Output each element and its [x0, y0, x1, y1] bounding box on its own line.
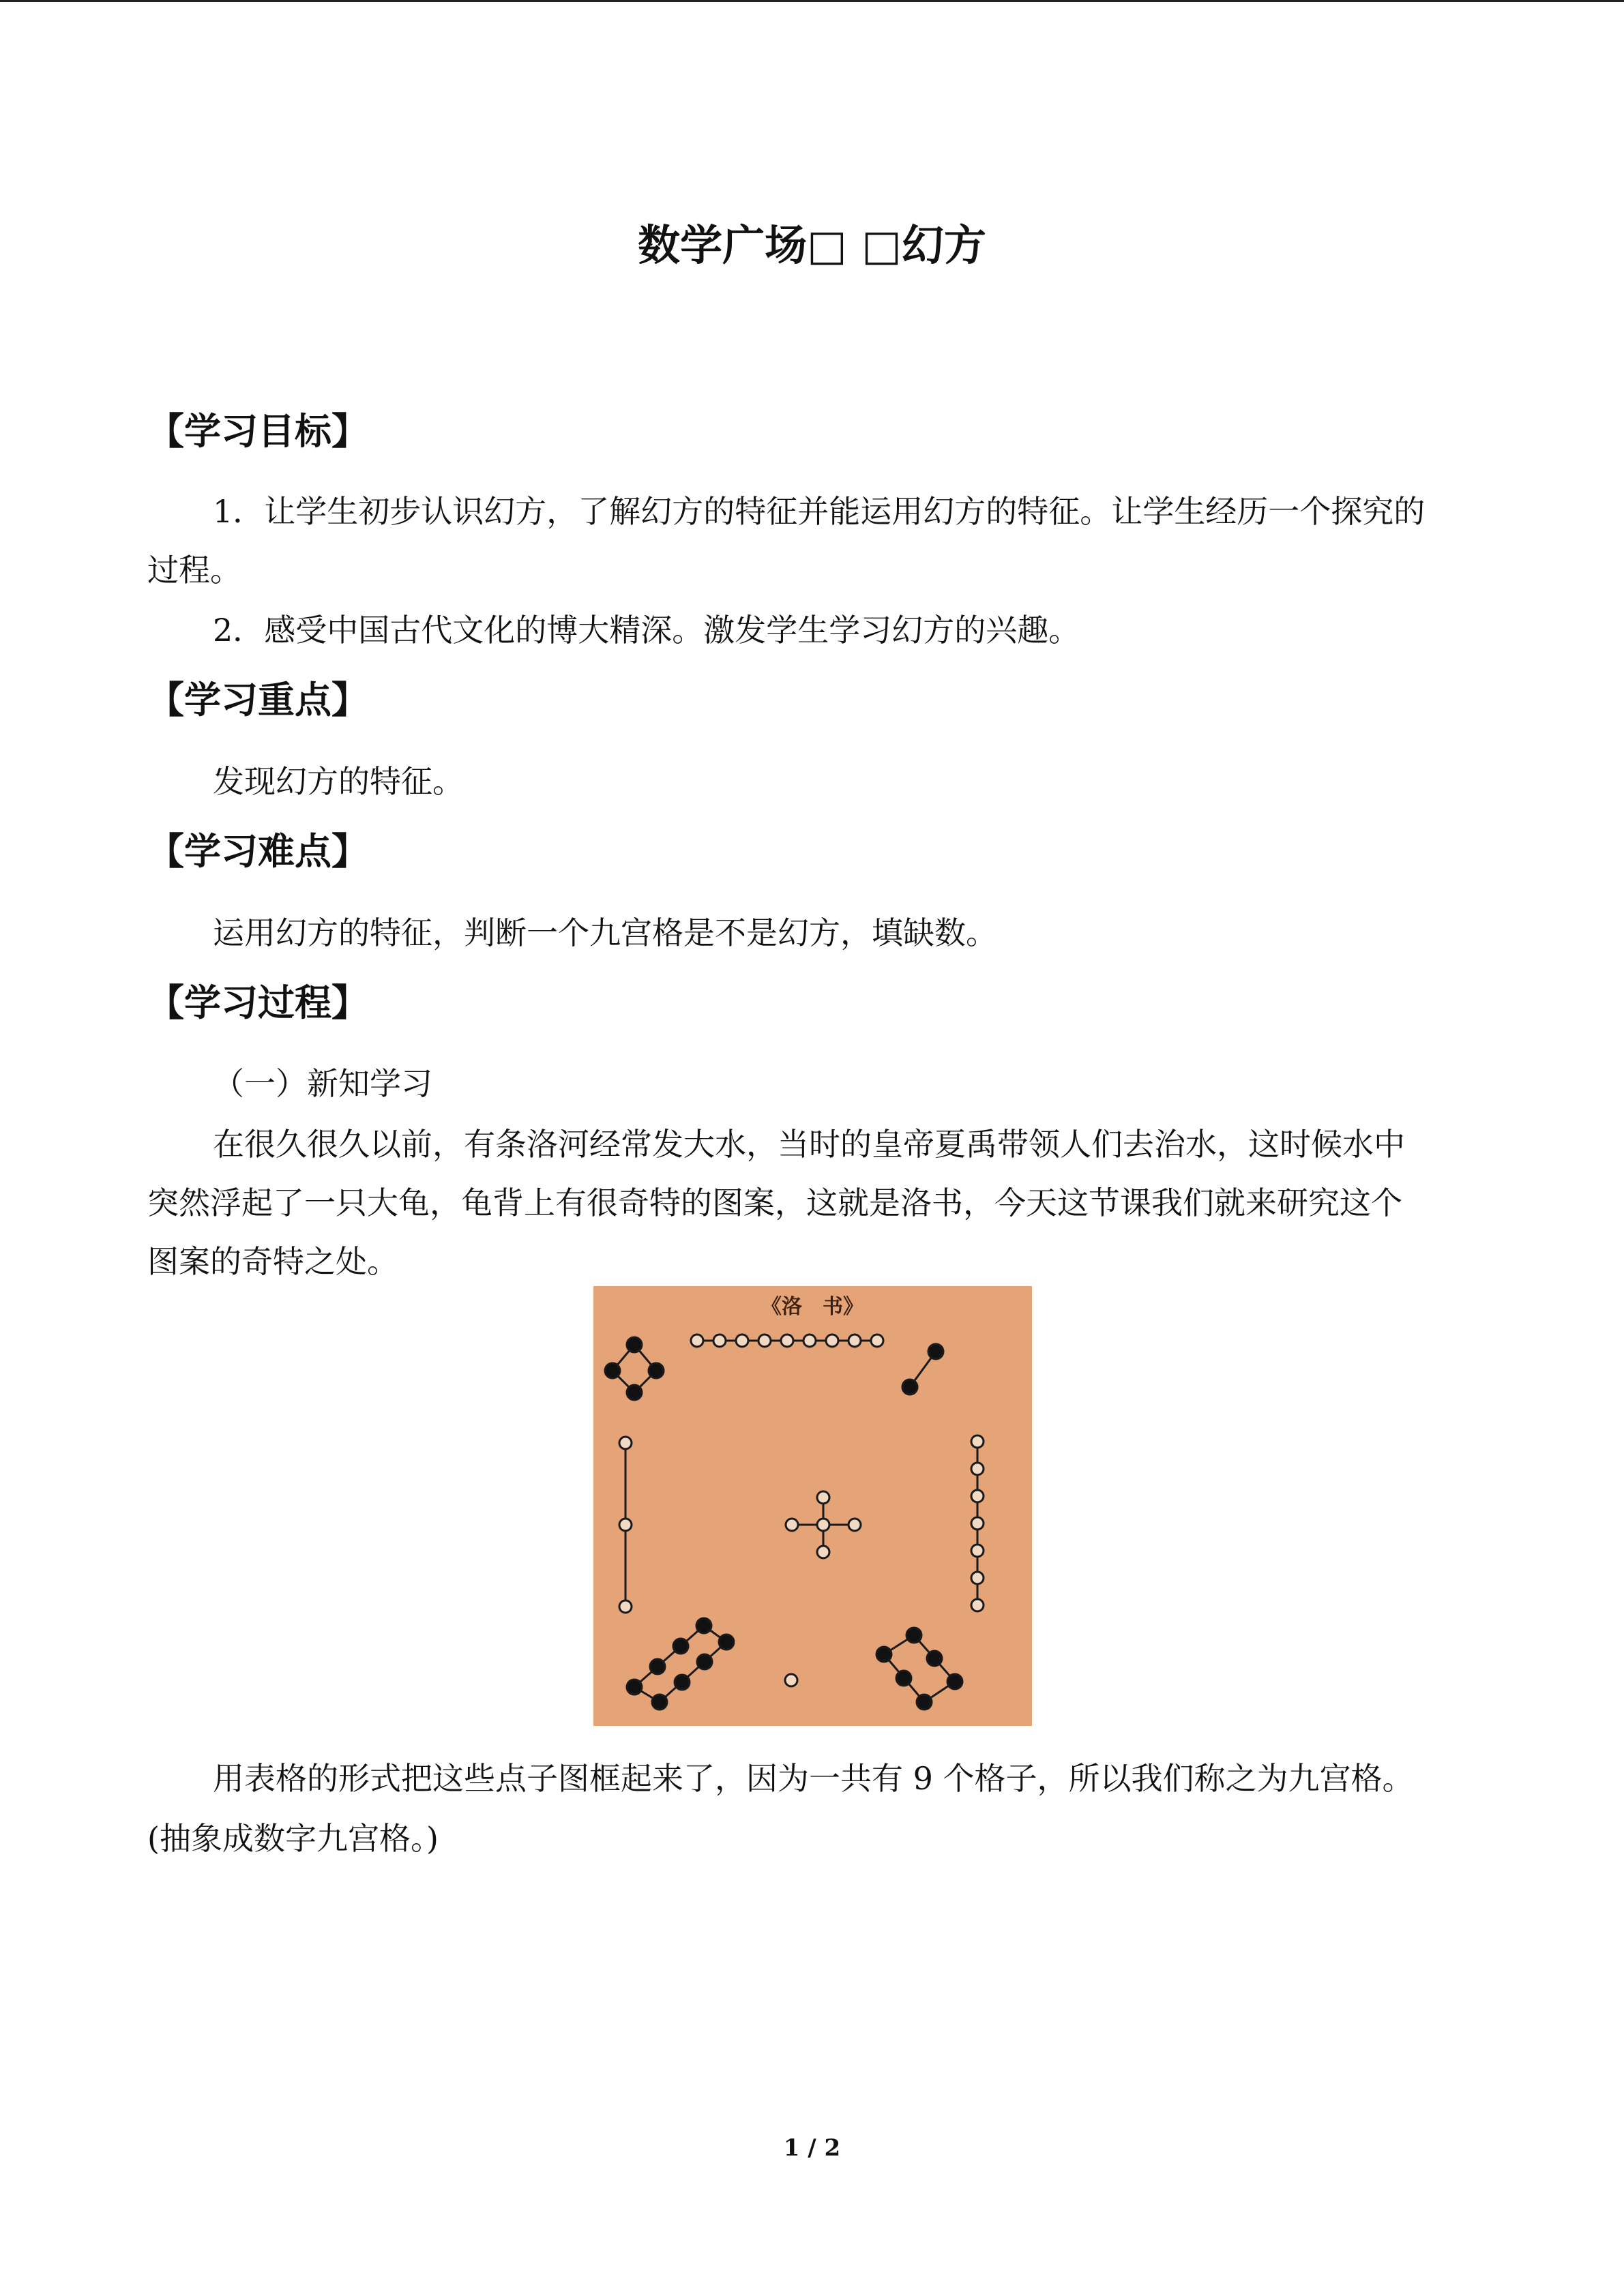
group-eight-dot-8: [719, 1635, 734, 1650]
group-two-dot-1: [928, 1344, 943, 1359]
group-six-dot-1: [876, 1647, 891, 1662]
group-three-dot-2: [619, 1519, 632, 1531]
group-eight-dot-6: [675, 1675, 690, 1690]
group-four-dot-1: [627, 1337, 642, 1352]
group-four-dot-4: [605, 1363, 620, 1378]
group-nine-dot-3: [736, 1335, 748, 1347]
group-six-dot-5: [927, 1651, 942, 1666]
heading-process: 【学习过程】: [147, 981, 368, 1024]
group-seven-dot-6: [971, 1572, 984, 1584]
group-seven-dot-7: [971, 1599, 984, 1611]
objective-item-1-line-1: 1．让学生初步认识幻方，了解幻方的特征并能运用幻方的特征。让学生经历一个探究的: [213, 493, 1426, 530]
group-eight-dot-7: [697, 1654, 712, 1669]
group-six-dot-2: [896, 1671, 911, 1686]
group-seven-dot-1: [971, 1435, 984, 1448]
group-eight-dot-3: [673, 1639, 688, 1654]
group-six-dot-3: [917, 1695, 932, 1710]
group-eight-dot-1: [627, 1680, 642, 1695]
heading-key-point: 【学习重点】: [147, 679, 368, 721]
group-eight-dot-2: [650, 1659, 665, 1674]
page-number: 1 / 2: [783, 2134, 841, 2162]
story-line-3: 图案的奇特之处。: [147, 1243, 398, 1280]
group-six-dot-6: [947, 1674, 962, 1689]
heading-objectives: 【学习目标】: [147, 410, 368, 453]
grid-explanation-line-1: 用表格的形式把这些点子图框起来了，因为一共有 9 个格子，所以我们称之为九宫格。: [213, 1760, 1414, 1797]
group-nine-dot-4: [758, 1335, 771, 1347]
group-five-dot-4: [817, 1546, 829, 1558]
group-three-dot-3: [619, 1600, 632, 1613]
page-title: 数学广场□ □幻方: [638, 220, 986, 270]
difficulty-text: 运用幻方的特征，判断一个九宫格是不是幻方，填缺数。: [213, 914, 997, 951]
group-four-dot-3: [627, 1385, 642, 1400]
group-seven-dot-3: [971, 1490, 984, 1502]
group-nine-dot-5: [781, 1335, 793, 1347]
group-seven-dot-4: [971, 1517, 984, 1530]
group-four-dot-2: [649, 1363, 664, 1378]
story-line-1: 在很久很久以前，有条洛河经常发大水，当时的皇帝夏禹带领人们去治水，这时候水中: [213, 1126, 1405, 1163]
story-line-2: 突然浮起了一只大龟，龟背上有很奇特的图案，这就是洛书，今天这节课我们就来研究这个: [147, 1184, 1402, 1221]
group-nine-dot-7: [826, 1335, 838, 1347]
group-seven-dot-5: [971, 1545, 984, 1557]
group-eight-dot-4: [696, 1618, 711, 1633]
group-five-dot-1: [786, 1519, 798, 1531]
group-nine-dot-2: [713, 1335, 726, 1347]
group-nine-dot-9: [871, 1335, 883, 1347]
grid-explanation-line-2: (抽象成数字九宫格。): [147, 1820, 439, 1857]
group-five-dot-2: [848, 1519, 861, 1531]
group-three-dot-1: [619, 1437, 632, 1449]
objective-item-1-line-2: 过程。: [147, 552, 241, 588]
group-seven-dot-2: [971, 1463, 984, 1475]
group-eight-dot-5: [652, 1695, 667, 1710]
objective-item-2: 2．感受中国古代文化的博大精深。激发学生学习幻方的兴趣。: [213, 612, 1080, 648]
subheading-new-knowledge: （一）新知学习: [213, 1065, 432, 1102]
group-two-dot-2: [902, 1380, 917, 1395]
group-six-dot-4: [906, 1628, 921, 1643]
page-top-border: [0, 0, 1624, 2]
figure-caption: 《洛 书》: [761, 1295, 863, 1319]
key-point-text: 发现幻方的特征。: [213, 763, 464, 800]
group-five-dot-5: [817, 1519, 829, 1531]
group-nine-dot-8: [848, 1335, 861, 1347]
heading-difficulty: 【学习难点】: [147, 830, 368, 873]
group-nine-dot-1: [691, 1335, 703, 1347]
group-one-dot: [785, 1674, 797, 1686]
group-five-dot-3: [817, 1491, 829, 1504]
luoshu-figure: [593, 1286, 1032, 1726]
group-nine-dot-6: [803, 1335, 816, 1347]
